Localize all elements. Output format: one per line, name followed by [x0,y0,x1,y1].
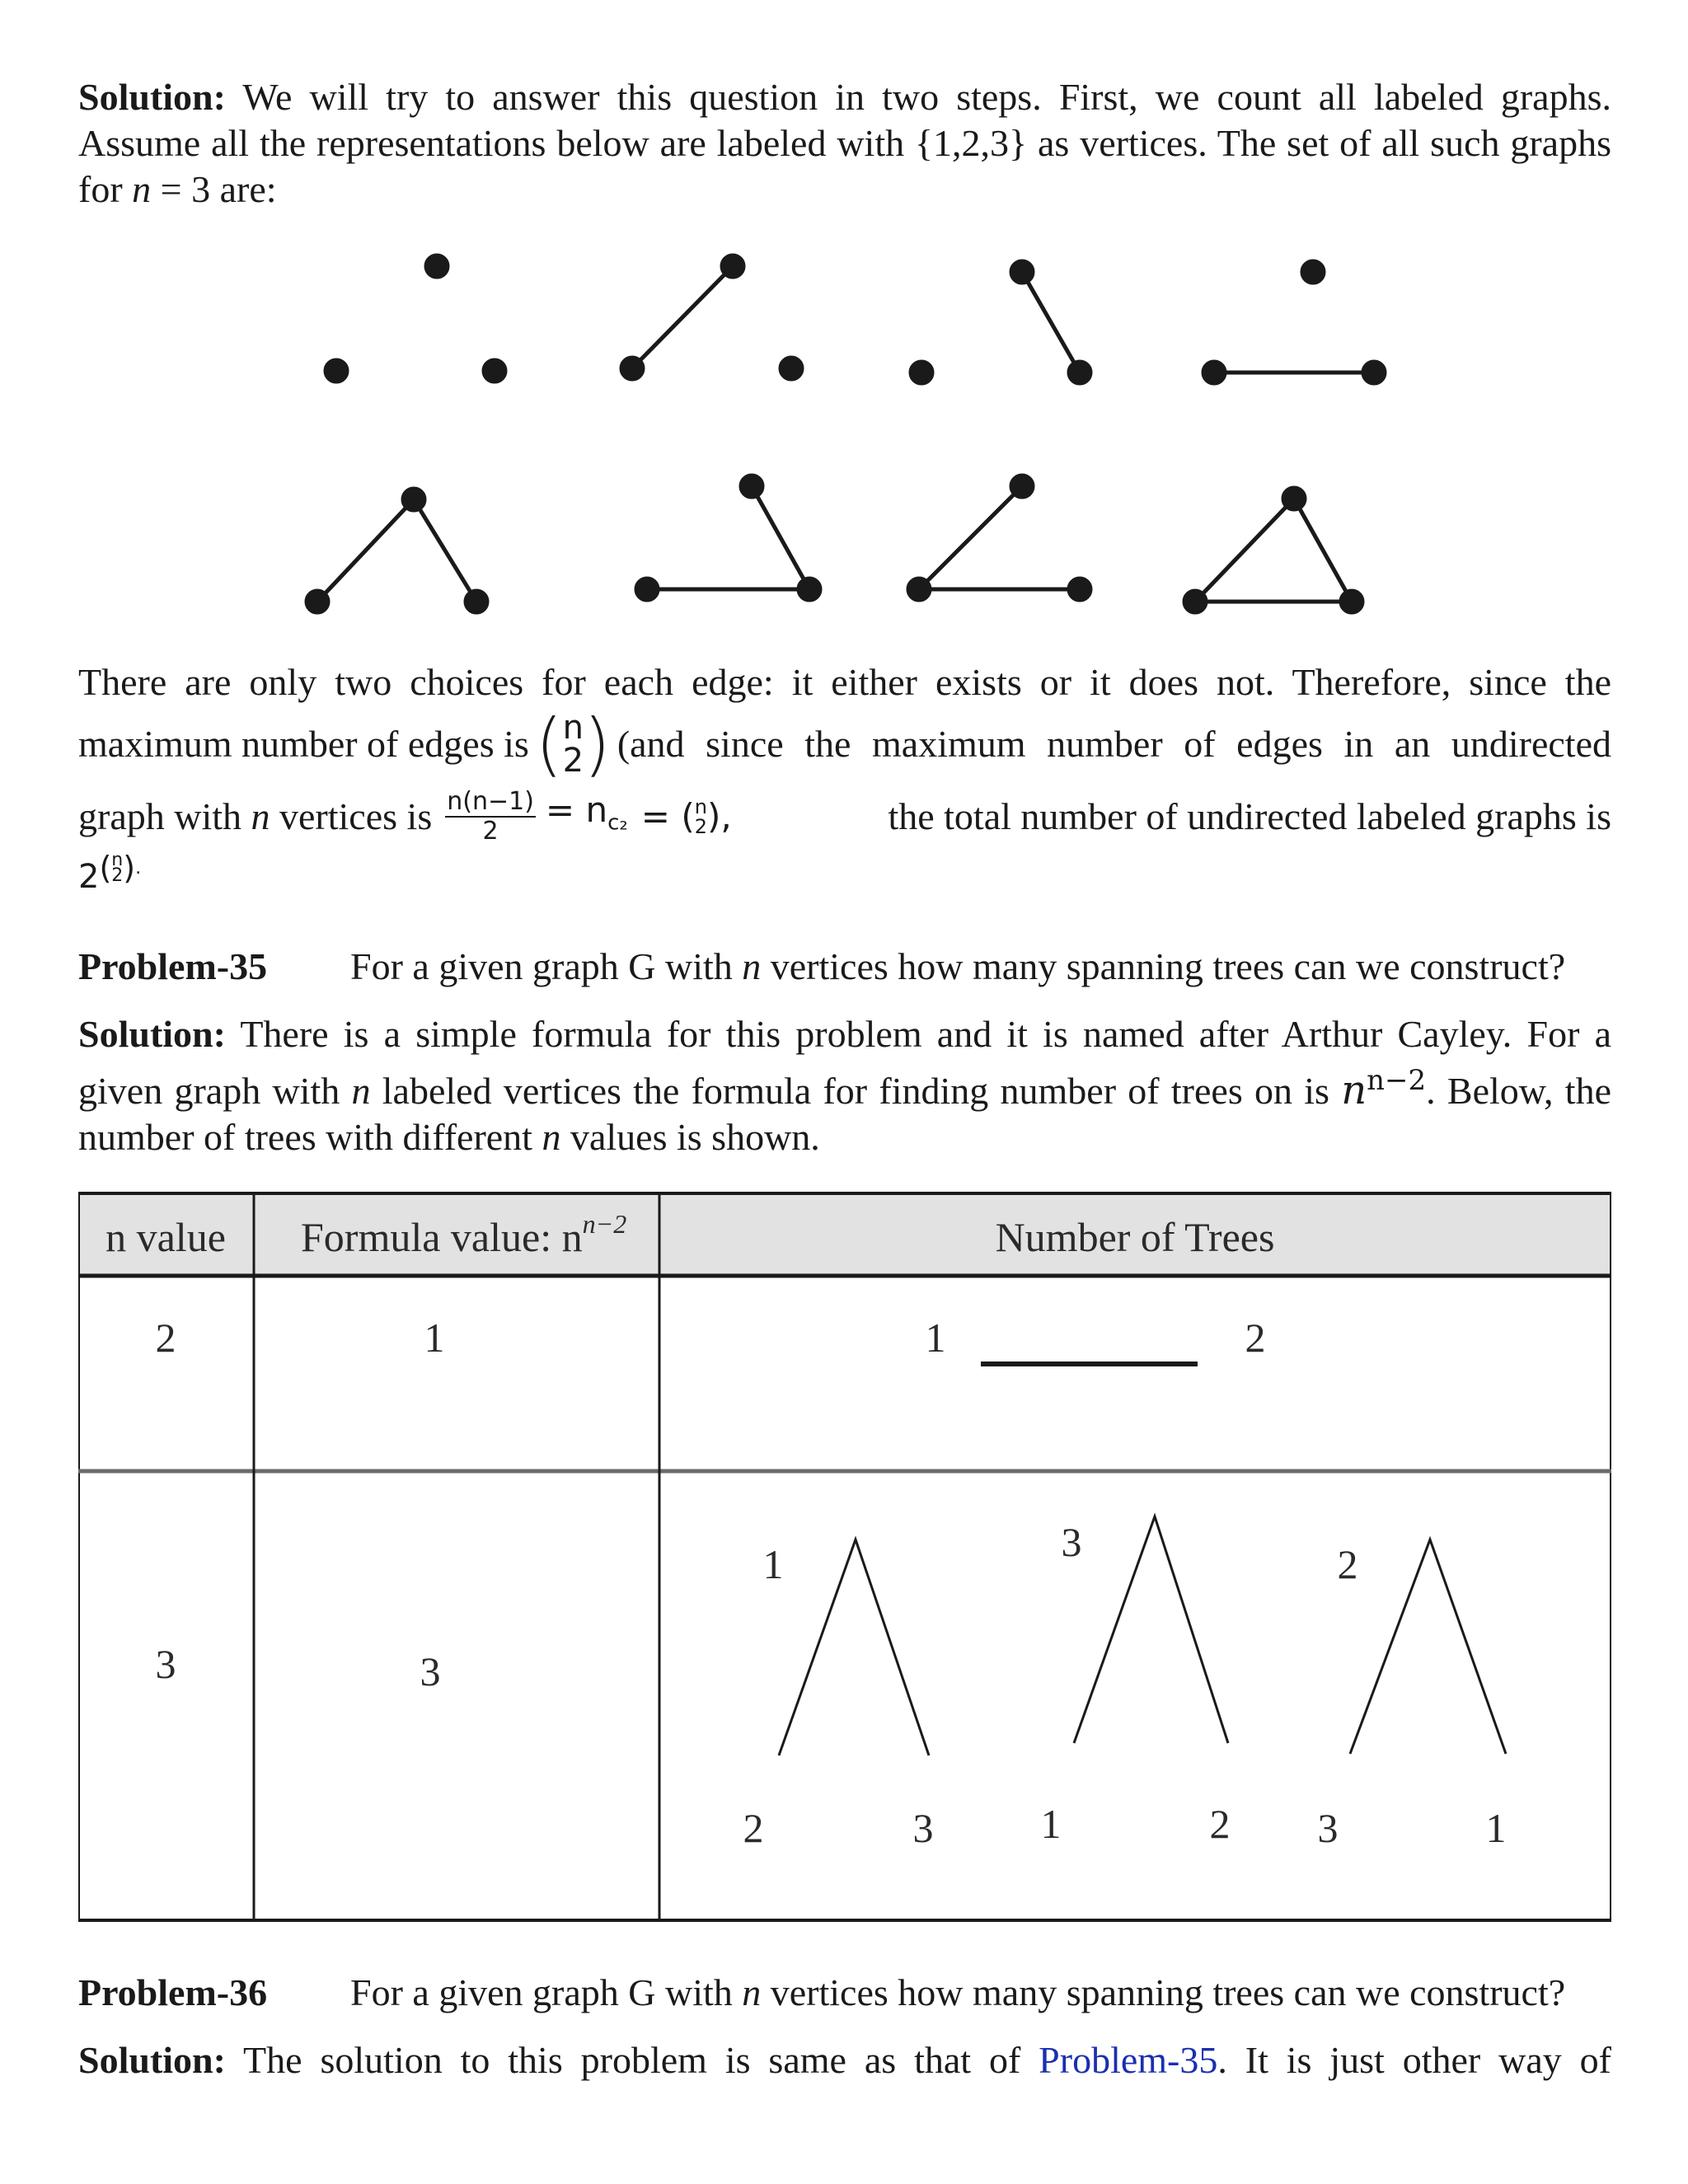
cayley-table [78,1187,1611,1929]
fraction-n-n-minus-1-over-2: $\frac{n(n-1)}{2}$ [447,787,534,846]
row2-label-2: 2 [1245,1315,1266,1361]
tree2-apex-label: 3 [1061,1519,1082,1565]
solution-36: Solution: The solution to this problem is same as that of Problem-35. It is just other way of [78,2039,1612,2081]
tree3-edges [1350,1540,1506,1754]
tree2-right-label: 2 [1209,1801,1231,1847]
tree1-right-label: 3 [912,1805,934,1851]
graph-empty [326,255,505,382]
cayley-formula: $n^{n-2}$ [1341,1064,1427,1113]
row3-formula: 3 [420,1648,441,1694]
tree1-apex-label: 1 [762,1541,784,1587]
problem-35: Problem-35 For a given graph G with n vertices how many spanning trees can we construct? [78,945,1566,987]
row3-n: 3 [155,1641,176,1687]
header-number-of-trees: Number of Trees [995,1214,1275,1260]
graph-two-edges-c [908,476,1090,600]
edges-paragraph: There are only two choices for each edge: it either exists or it does not. Therefore, since the maximum number of edges is ( n 2 ) (and since the maximum number of edges in an undirected graph with n vertices is $\frac{n(n-1)}{2}$ = $n_{c_2}$ = ( n 2 ), the total number of undirected labeled graphs is 2 ( n 2 ) . [78,659,1611,902]
graph-two-edges-b [636,476,820,600]
problem-36: Problem-36 For a given graph G with n vertices how many spanning trees can we construct? [78,1971,1566,2013]
power-2-binom: 2 ( n 2 ) . [78,850,142,896]
tree2-left-label: 1 [1040,1801,1062,1847]
row2-label-1: 1 [925,1315,946,1361]
tree1-edges [779,1540,929,1755]
row2-n: 2 [155,1315,176,1361]
graph-two-edges-a [307,489,487,612]
tree1-left-label: 2 [743,1805,764,1851]
header-n-value: n value [106,1214,226,1260]
labeled-graphs-figure [78,239,1611,635]
tree3-apex-label: 2 [1337,1541,1358,1587]
solution-label: Solution: [78,76,226,118]
tree3-left-label: 3 [1317,1805,1339,1851]
graph-one-edge-b [911,261,1090,383]
graph-one-edge-a [621,255,802,379]
solution-35: Solution: There is a simple formula for this problem and it is named after Arthur Cayley. For a given graph with n labeled vertices the formula for finding number of trees on is $n^{n-2}$. Below, the number of trees with different n values is shown. [78,1013,1611,1158]
intro-paragraph: Solution: We will try to answer this question in two steps. First, we count all labeled graphs. Assume all the representations below are labeled with {1,2,3} as vertices. The set of all such graphs for n = 3 are: [78,76,1611,210]
graph-one-edge-c [1203,261,1385,383]
tree3-right-label: 1 [1485,1805,1507,1851]
tree2-edges [1074,1516,1228,1743]
problem-35-link[interactable]: Problem-35 [1039,2039,1218,2081]
binomial-n-choose-2: ( n 2 ) [535,704,611,785]
row2-formula: 1 [424,1315,445,1361]
graph-triangle [1184,488,1362,612]
header-formula-value: Formula value: $n^{n-2}$ [301,1209,627,1260]
